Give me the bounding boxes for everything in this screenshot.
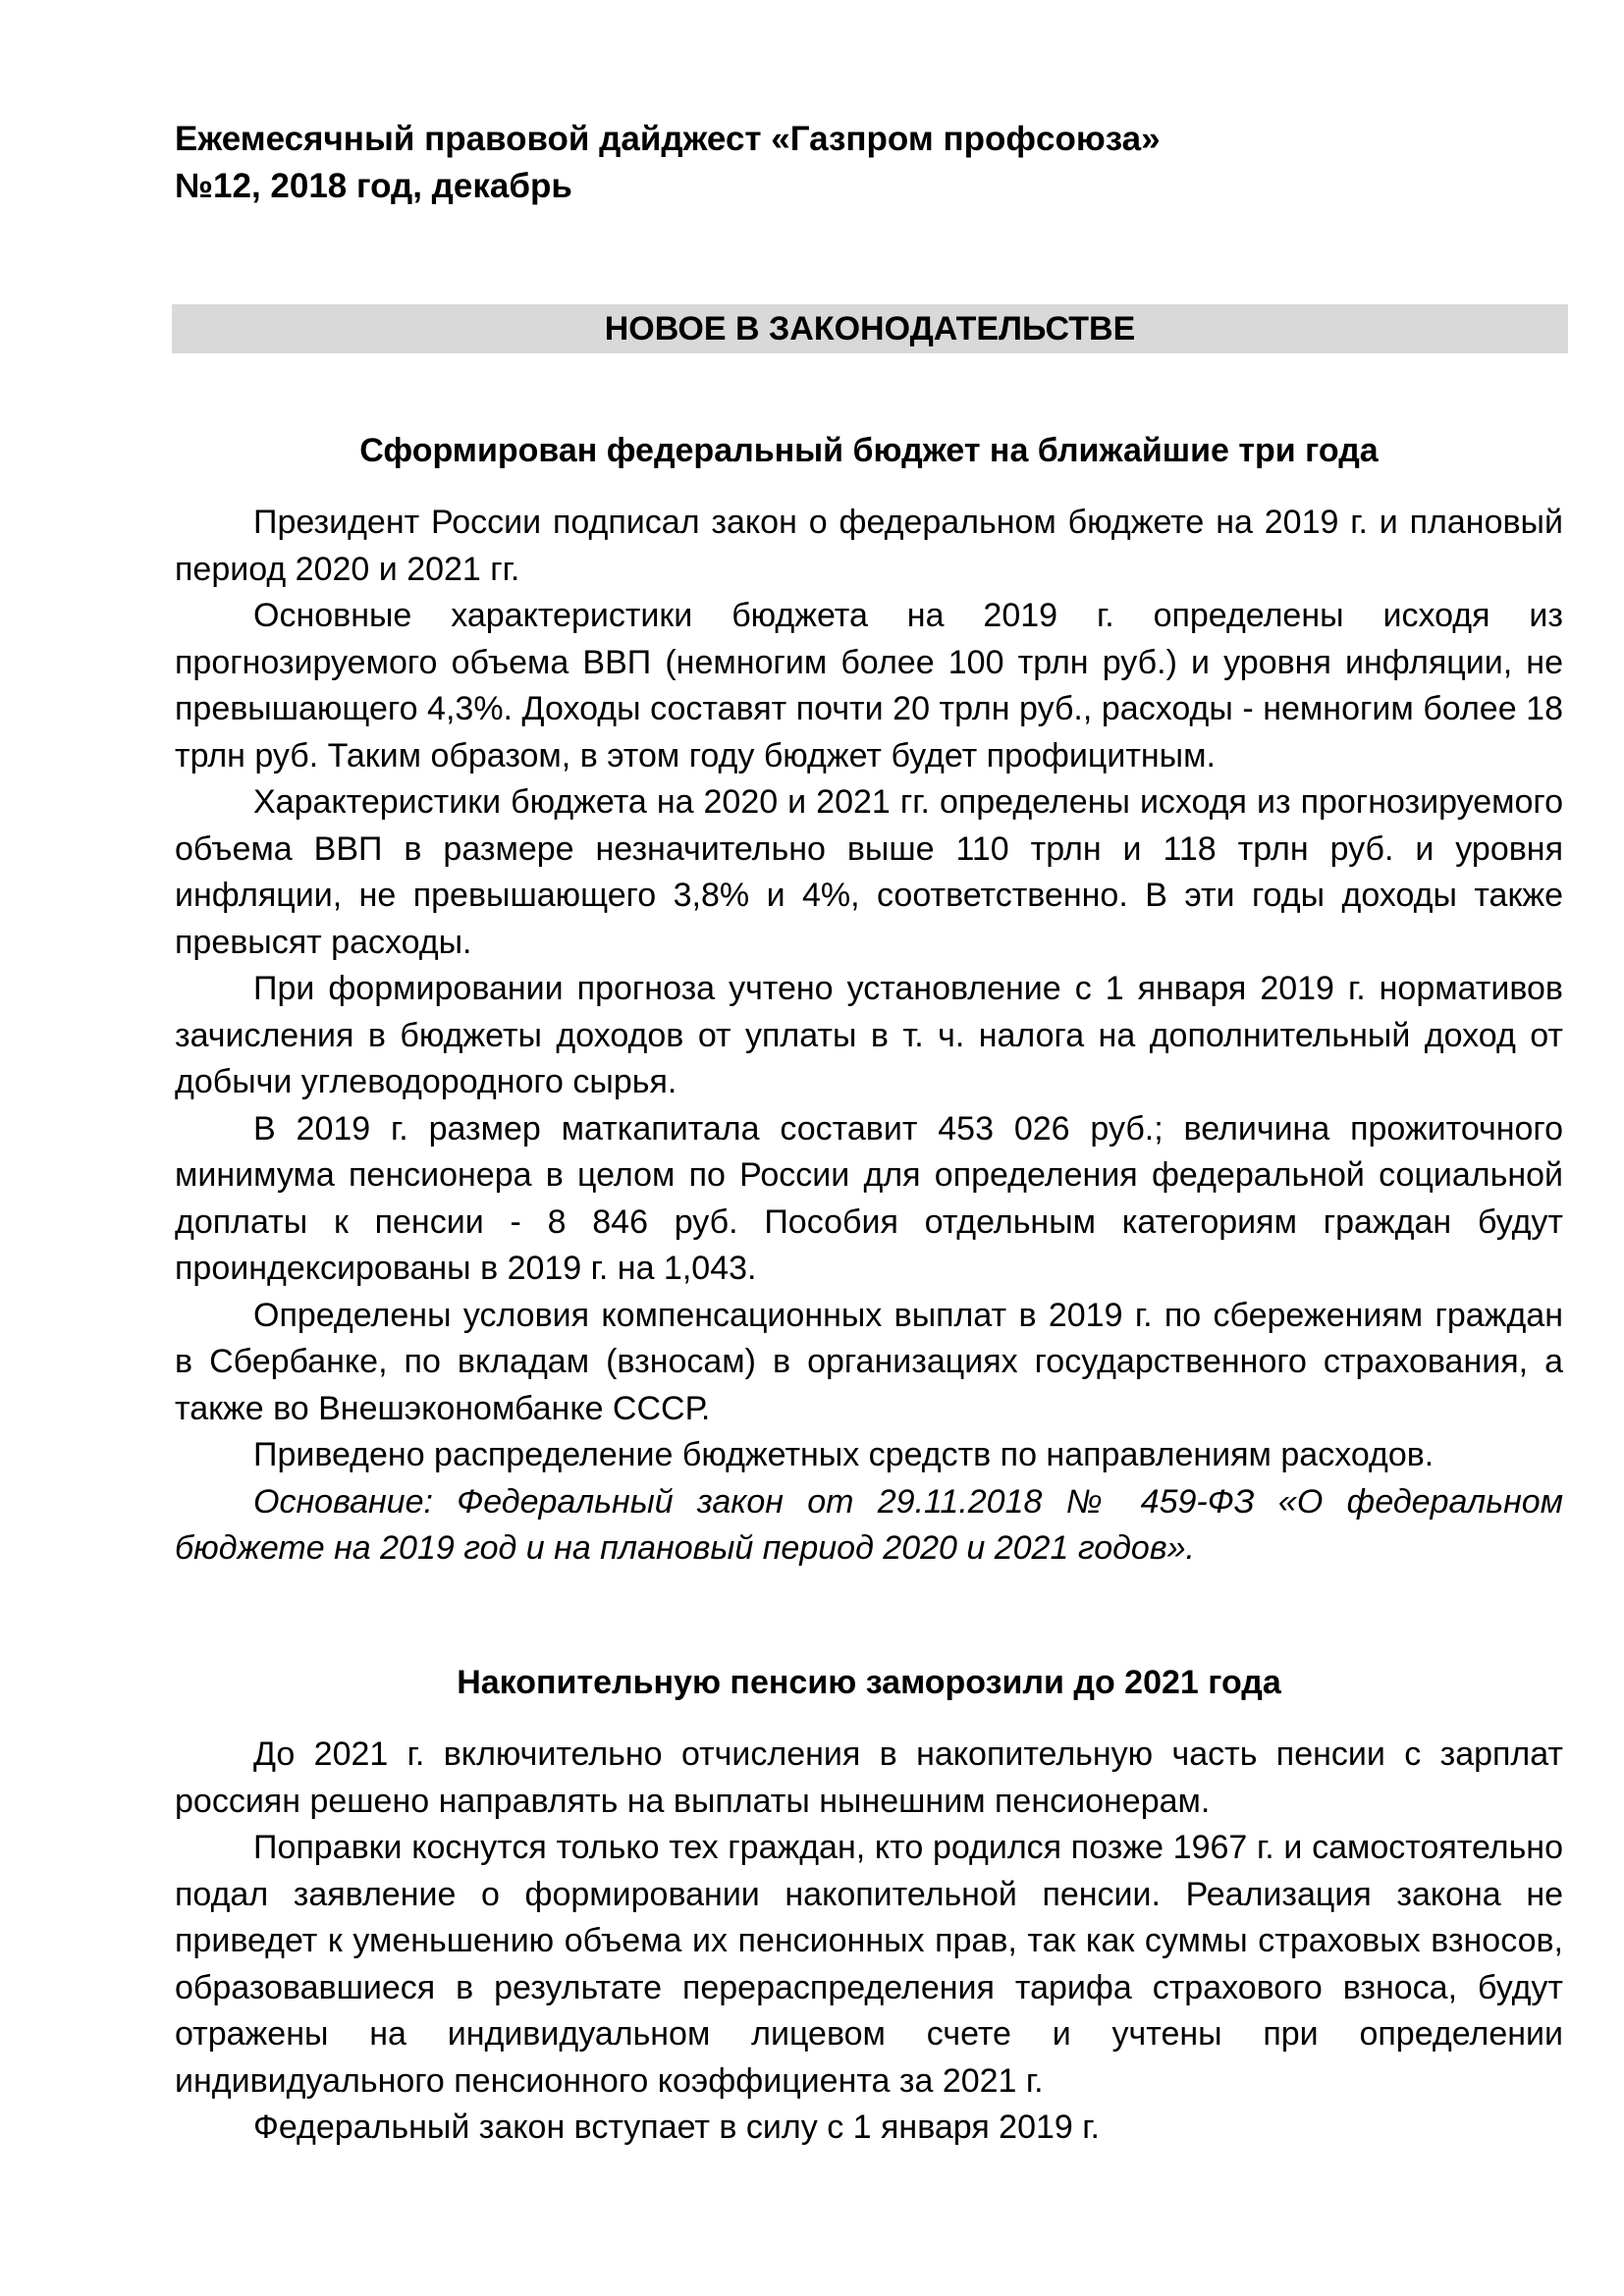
legal-basis: Основание: Федеральный закон от 29.11.2018 № 459-ФЗ «О федеральном бюджете на 2019 год и на плановый период 2020 и 2021 годов». xyxy=(175,1482,1563,1567)
article-paragraph: Поправки коснутся только тех граждан, кто родился позже 1967 г. и самостоятельно подал заявление о формировании накопительной пенсии. Реализация закона не приведет к уменьшению объема их пенсионных прав, так как суммы страховых взносов, образовавшиеся в результате перераспределения тарифа страхового взноса, будут отражены на индивидуальном лицевом счете и учтены при определении индивидуального пенсионного коэффициента за 2021 г. xyxy=(175,1829,1563,2100)
article-title: Сформирован федеральный бюджет на ближайшие три года xyxy=(359,432,1379,469)
article-pension xyxy=(175,1659,1563,2152)
digest-title: Ежемесячный правовой дайджест «Газпром профсоюза» xyxy=(175,120,1161,158)
article-paragraph: Определены условия компенсационных выплат в 2019 г. по сбережениям граждан в Сбербанке, по вкладам (взносам) в организациях государственного страхования, а также во Внешэкономбанке СССР. xyxy=(175,1296,1563,1427)
digest-header xyxy=(175,116,1451,210)
article-title: Накопительную пенсию заморозили до 2021 года xyxy=(457,1664,1281,1701)
article-budget xyxy=(175,427,1563,1573)
section-heading: НОВОЕ В ЗАКОНОДАТЕЛЬСТВЕ xyxy=(172,304,1568,353)
article-paragraph: До 2021 г. включительно отчисления в накопительную часть пенсии с зарплат россиян решено направлять на выплаты нынешним пенсионерам. xyxy=(175,1735,1563,1820)
article-paragraph: Характеристики бюджета на 2020 и 2021 гг. определены исходя из прогнозируемого объема ВВП в размере незначительно выше 110 трлн и 118 трлн руб. и уровня инфляции, не превышающего 3,8% и 4%, соответственно. В эти годы доходы также превысят расходы. xyxy=(175,783,1563,961)
article-paragraph: Основные характеристики бюджета на 2019 г. определены исходя из прогнозируемого объема ВВП (немногим более 100 трлн руб.) и уровня инфляции, не превышающего 4,3%. Доходы составят почти 20 трлн руб., расходы - немногим более 18 трлн руб. Таким образом, в этом году бюджет будет профицитным. xyxy=(175,597,1563,774)
article-paragraph: Федеральный закон вступает в силу с 1 января 2019 г. xyxy=(253,2109,1100,2146)
article-paragraph: Президент России подписал закон о федеральном бюджете на 2019 г. и плановый период 2020 и 2021 гг. xyxy=(175,504,1563,588)
article-paragraph: Приведено распределение бюджетных средств по направлениям расходов. xyxy=(253,1436,1435,1473)
article-paragraph: При формировании прогноза учтено установление с 1 января 2019 г. нормативов зачисления в бюджеты доходов от уплаты в т. ч. налога на дополнительный доход от добычи углеводородного сырья. xyxy=(175,970,1563,1100)
digest-issue: №12, 2018 год, декабрь xyxy=(175,167,572,205)
article-paragraph: В 2019 г. размер маткапитала составит 453 026 руб.; величина прожиточного минимума пенсионера в целом по России для определения федеральной социальной доплаты к пенсии - 8 846 руб. Пособия отдельным категориям граждан будут проиндексированы в 2019 г. на 1,043. xyxy=(175,1109,1563,1287)
